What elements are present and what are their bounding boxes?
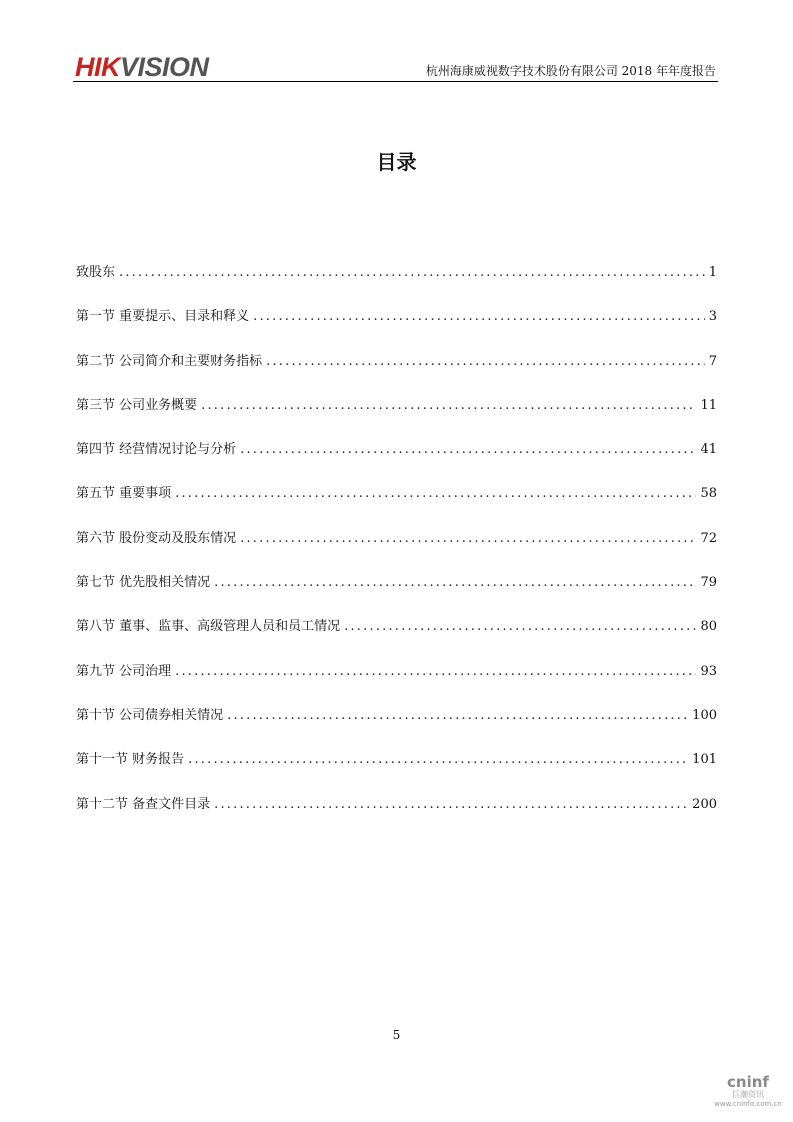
toc-label: 第十二节 备查文件目录 <box>76 796 211 812</box>
toc-entry[interactable] <box>76 574 717 618</box>
toc-leader <box>266 353 705 371</box>
header-rule <box>73 81 718 82</box>
toc-page: 58 <box>700 486 717 502</box>
toc-page: 79 <box>700 575 717 591</box>
toc-label: 第二节 公司简介和主要财务指标 <box>76 353 263 369</box>
toc-entry[interactable] <box>76 441 717 485</box>
cninfo-watermark <box>712 1074 784 1109</box>
logo-gray: VISION <box>120 52 209 82</box>
page-title: 目录 <box>376 150 417 174</box>
toc-leader <box>201 397 696 415</box>
toc-page: 200 <box>692 796 717 812</box>
toc-leader <box>227 707 688 725</box>
toc-label: 第一节 重要提示、目录和释义 <box>76 309 250 325</box>
toc-entry[interactable] <box>76 618 717 662</box>
toc-label: 第十节 公司债券相关情况 <box>76 707 224 723</box>
toc-label: 第四节 经营情况讨论与分析 <box>76 442 237 458</box>
toc-entry[interactable] <box>76 663 717 707</box>
toc-page: 7 <box>708 353 717 369</box>
toc-leader <box>119 264 705 282</box>
toc-page: 101 <box>692 752 717 768</box>
toc-page: 93 <box>700 663 717 679</box>
toc-page: 41 <box>700 442 717 458</box>
watermark-cn: 巨潮资讯 <box>732 1090 764 1099</box>
toc-entry[interactable] <box>76 397 717 441</box>
toc-page: 11 <box>700 397 717 413</box>
toc-label: 第十一节 财务报告 <box>76 752 185 768</box>
header-title: 杭州海康威视数字技术股份有限公司 2018 年年度报告 <box>425 64 716 78</box>
toc-label: 第六节 股份变动及股东情况 <box>76 530 237 546</box>
toc-leader <box>214 574 696 592</box>
toc-leader <box>188 751 688 769</box>
toc-entry[interactable] <box>76 707 717 751</box>
table-of-contents <box>76 264 717 840</box>
toc-label: 第八节 董事、监事、高级管理人员和员工情况 <box>76 619 341 635</box>
toc-entry[interactable] <box>76 485 717 529</box>
toc-page: 72 <box>700 530 717 546</box>
watermark-url: www.cninfo.com.cn <box>714 1100 782 1108</box>
toc-leader <box>175 485 696 503</box>
toc-entry[interactable] <box>76 530 717 574</box>
toc-entry[interactable] <box>76 308 717 352</box>
toc-leader <box>240 530 696 548</box>
toc-entry[interactable] <box>76 796 717 840</box>
toc-leader <box>175 663 696 681</box>
toc-entry[interactable] <box>76 751 717 795</box>
hikvision-logo <box>75 52 209 82</box>
toc-leader <box>253 308 705 326</box>
page-number: 5 <box>392 1028 401 1042</box>
toc-page: 1 <box>708 265 717 280</box>
toc-label: 第七节 优先股相关情况 <box>76 575 211 591</box>
toc-page: 3 <box>708 309 717 325</box>
toc-leader <box>240 441 696 459</box>
watermark-brand: cninf <box>727 1073 769 1091</box>
logo-red: HIK <box>75 52 120 82</box>
toc-label: 致股东 <box>76 265 116 280</box>
toc-label: 第三节 公司业务概要 <box>76 397 198 413</box>
toc-page: 100 <box>692 707 717 723</box>
toc-leader <box>344 618 696 636</box>
toc-label: 第九节 公司治理 <box>76 663 172 679</box>
toc-label: 第五节 重要事项 <box>76 486 172 502</box>
toc-entry[interactable] <box>76 264 717 308</box>
toc-entry[interactable] <box>76 353 717 397</box>
toc-page: 80 <box>700 619 717 635</box>
toc-leader <box>214 796 688 814</box>
